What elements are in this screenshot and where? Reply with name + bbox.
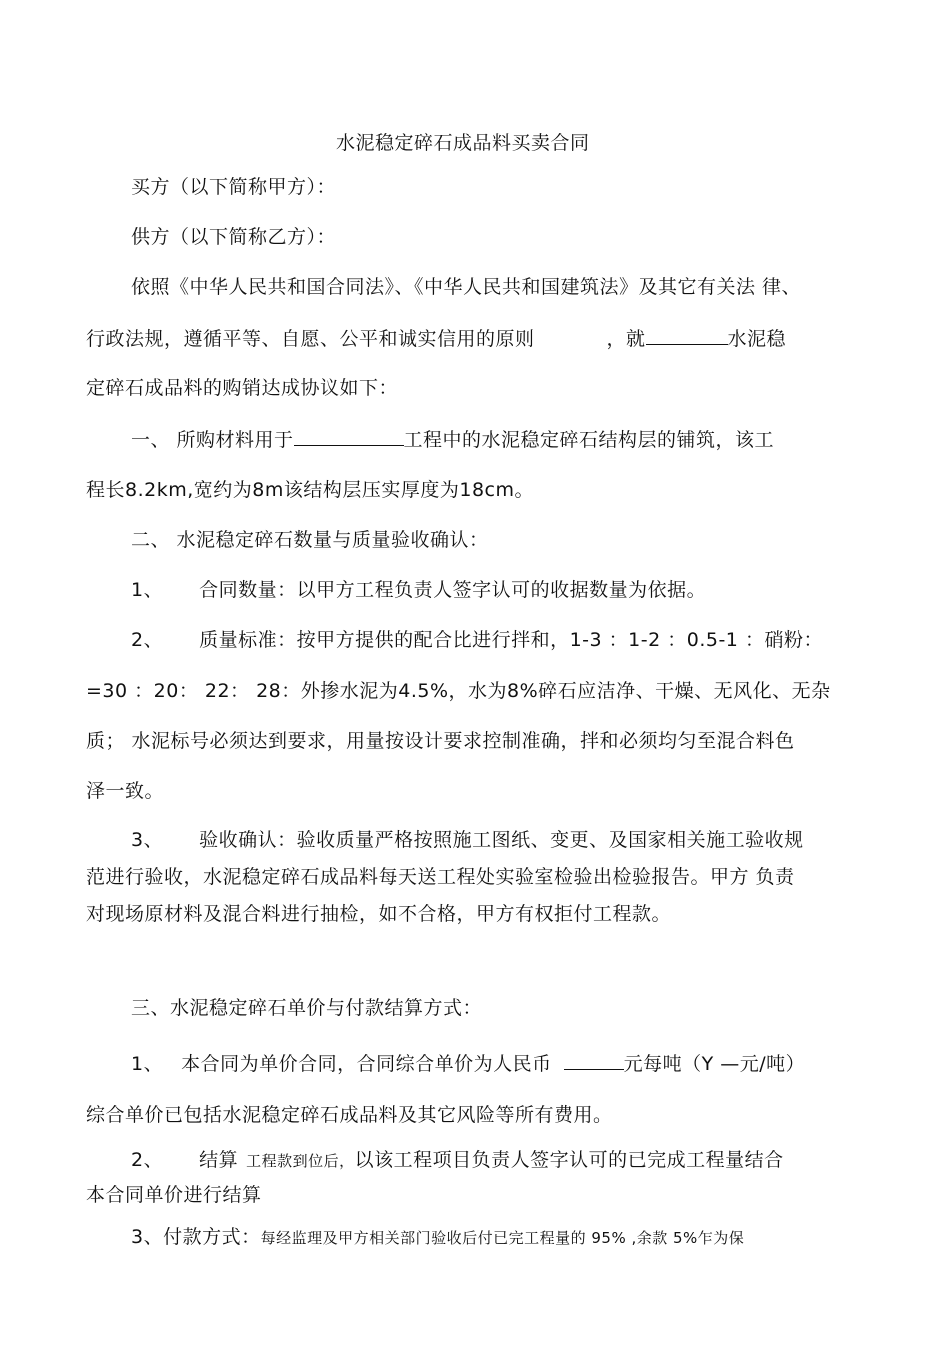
item-number: 1、 — [131, 579, 164, 601]
project-blank — [294, 427, 404, 446]
intro-line-3: 定碎石成品料的购销达成协议如下： — [86, 377, 399, 399]
item-unit-text: 元每吨（Y —元/吨） — [623, 1053, 806, 1075]
section2-title: 二、 水泥稳定碎石数量与质量验收确认： — [131, 529, 489, 551]
item-label: 3、付款方式： — [131, 1226, 261, 1248]
section2-item3 — [131, 828, 804, 852]
section3-item1 — [131, 1051, 805, 1076]
item-note: 工程款到位后， — [246, 1152, 355, 1170]
document-title: 水泥稳定碎石成品料买卖合同 — [336, 132, 590, 154]
section2-item2-line-3: 质； 水泥标号必须达到要求，用量按设计要求控制准确，拌和必须均匀至混合料色 — [86, 730, 795, 752]
item-number: 3、 — [131, 829, 164, 851]
intro-principle-text: 行政法规，遵循平等、自愿、公平和诚实信用的原则 — [86, 328, 535, 350]
item-number: 2、 — [131, 629, 164, 651]
intro-line-2 — [86, 326, 786, 351]
buyer-line: 买方（以下简称甲方）： — [131, 176, 337, 198]
section1-heading: 一、 所购材料用于 — [131, 429, 294, 451]
section3-item1-line-2: 综合单价已包括水泥稳定碎石成品料及其它风险等所有费用。 — [86, 1104, 613, 1126]
section3-title: 三、水泥稳定碎石单价与付款结算方式： — [131, 997, 483, 1019]
item-text: 以该工程项目负责人签字认可的已完成工程量结合 — [354, 1149, 784, 1171]
section3-item3 — [131, 1225, 744, 1250]
item-number: 1、 — [131, 1053, 164, 1075]
item-text: 本合同为单价合同，合同综合单价为人民币 — [181, 1053, 552, 1075]
section3-item2 — [131, 1148, 784, 1173]
intro-line-1: 依照《中华人民共和国合同法》、《中华人民共和国建筑法》及其它有关法 律、 — [131, 276, 802, 298]
intro-material-text: 水泥稳 — [727, 328, 787, 350]
item-text: 质量标准：按甲方提供的配合比进行拌和，1-3 ：1-2 ：0.5-1 ：硝粉： — [199, 629, 823, 651]
section1-text: 工程中的水泥稳定碎石结构层的铺筑，该工 — [403, 429, 775, 451]
section3-item2-line-2: 本合同单价进行结算 — [86, 1184, 262, 1206]
item-text: 每经监理及甲方相关部门验收后付已完工程量的 95% ,余款 5%乍为保 — [260, 1229, 745, 1247]
section2-item2-line-4: 泽一致。 — [86, 780, 165, 802]
item-number: 2、 — [131, 1149, 164, 1171]
section2-item3-line-3: 对现场原材料及混合料进行抽检，如不合格，甲方有权拒付工程款。 — [86, 903, 672, 925]
section2-item1 — [131, 578, 706, 602]
section1-line-1 — [131, 427, 774, 452]
section2-item3-line-2: 范进行验收，水泥稳定碎石成品料每天送工程处实验室检验出检验报告。甲方 负责 — [86, 866, 795, 888]
supplier-line: 供方（以下简称乙方）： — [131, 226, 337, 248]
project-name-blank — [646, 326, 728, 345]
item-text: 合同数量：以甲方工程负责人签字认可的收据数量为依据。 — [199, 579, 707, 601]
item-label: 结算 — [199, 1149, 239, 1171]
item-text: 验收确认：验收质量严格按照施工图纸、变更、及国家相关施工验收规 — [199, 829, 804, 851]
intro-regarding-text: ，就 — [606, 328, 646, 350]
section2-item2 — [131, 628, 823, 652]
section2-item2-line-2: =30 ：20： 22： 28：外掺水泥为4.5%，水为8%碎石应洁净、干燥、无风化、无杂 — [86, 680, 831, 702]
section1-line-2: 程长8.2km,宽约为8m该结构层压实厚度为18cm。 — [86, 479, 534, 501]
unit-price-blank — [564, 1051, 624, 1070]
